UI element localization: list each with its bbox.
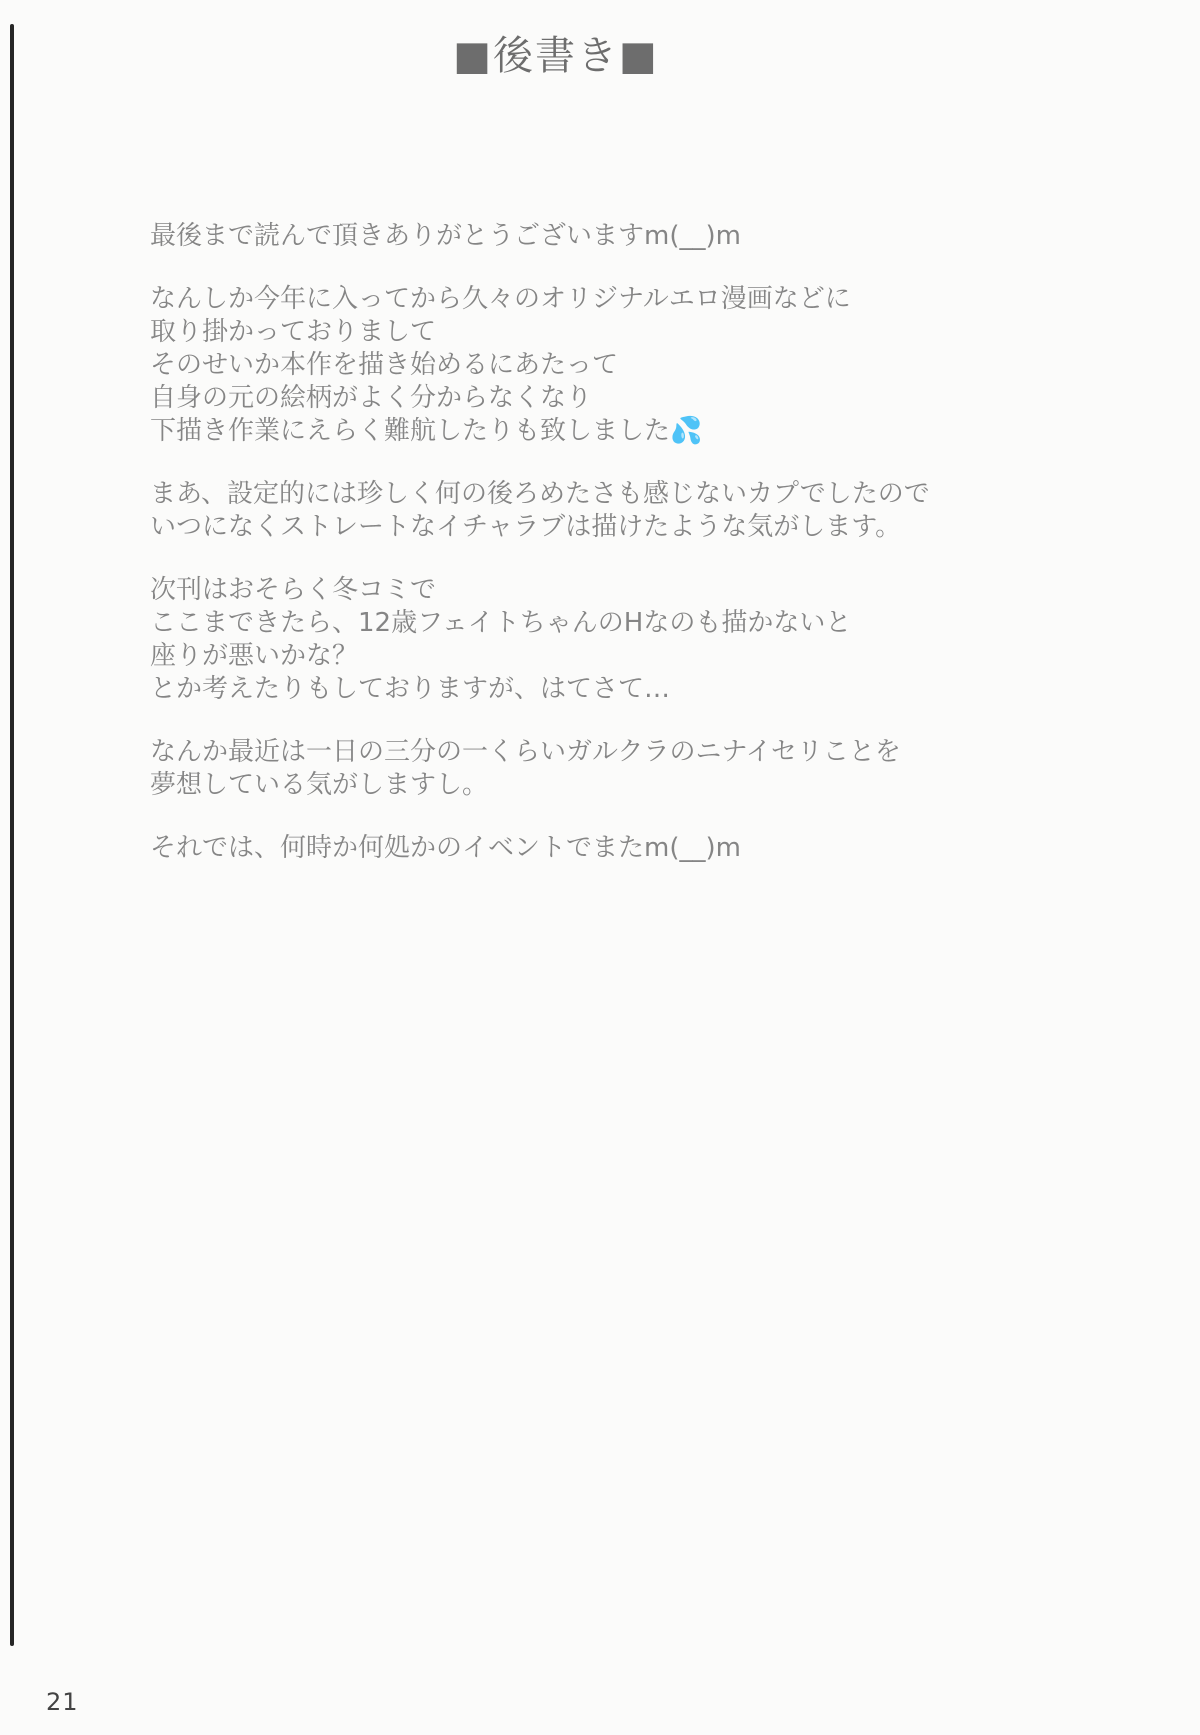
text-line: 夢想している気がしますし。 [150,770,489,800]
text-line: なんしか今年に入ってから久々のオリジナルエロ漫画などに [150,284,851,314]
text-line: そのせいか本作を描き始めるにあたって [150,350,619,380]
afterword-paragraph-couple [150,478,1140,544]
afterword-paragraph-daydream [150,736,1140,802]
afterword-paragraph-thanks [150,220,1140,253]
text-line: なんか最近は一日の三分の一くらいガルクラのニナイセリことを [150,737,901,767]
text-line: それでは、何時か何処かのイベントでまたm(__)m [150,833,741,863]
scan-binding-shadow [10,24,14,1646]
text-line: ここまできたら、12歳フェイトちゃんのHなのも描かないと [150,608,852,638]
text-line: 下描き作業にえらく難航したりも致しました💦 [150,416,703,446]
text-line: 次刊はおそらく冬コミで [150,575,437,605]
text-line: いつになくストレートなイチャラブは描けたような気がします。 [150,512,902,542]
text-line: 座りが悪いかな？ [150,641,359,671]
afterword-text [150,220,1140,895]
afterword-paragraph-next-book [150,574,1140,706]
text-line: 取り掛かっておりまして [150,317,437,347]
text-line: まあ、設定的には珍しく何の後ろめたさも感じないカプでしたので [150,479,930,509]
text-line: 自身の元の絵柄がよく分からなくなり [150,383,593,413]
text-line: 最後まで読んで頂きありがとうございますm(__)m [150,221,741,251]
afterword-paragraph-farewell [150,832,1140,865]
afterword-paragraph-drawing-struggle [150,283,1140,448]
text-line: とか考えたりもしておりますが、はてさて… [150,674,671,704]
page-number: 21 [46,1688,79,1716]
page-title: ■後書き■ [453,33,659,79]
